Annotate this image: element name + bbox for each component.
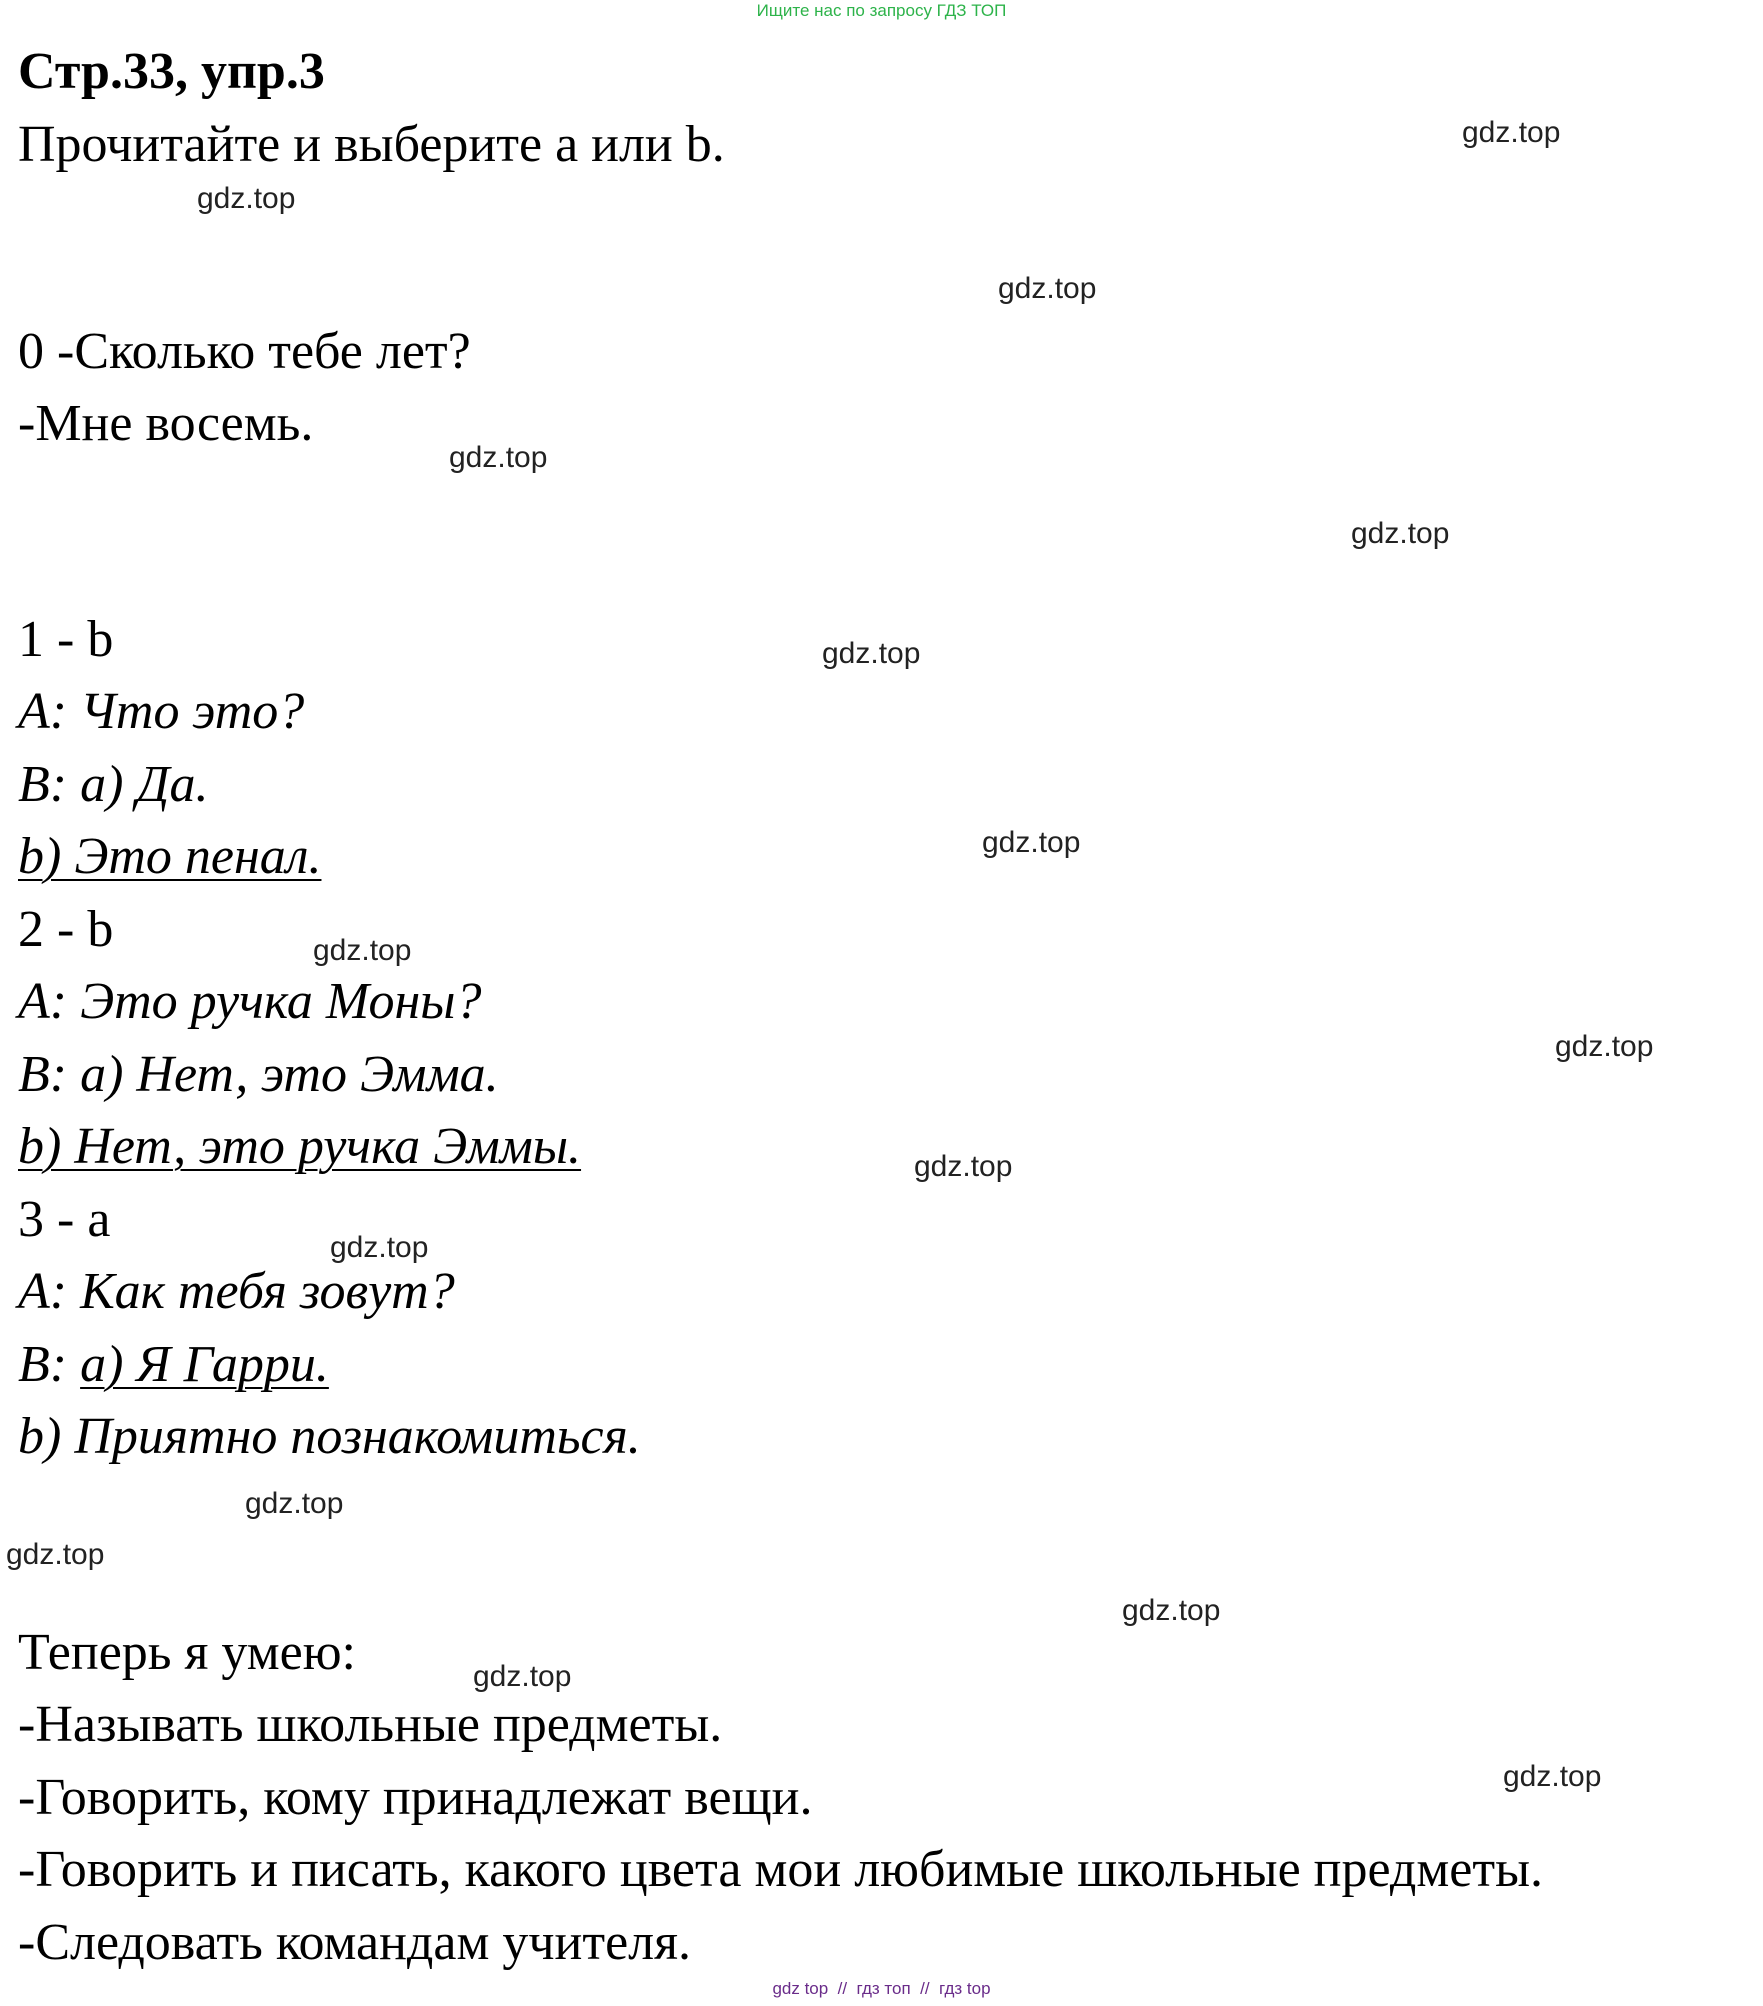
watermark: gdz.top bbox=[914, 1150, 1013, 1183]
watermark: gdz.top bbox=[822, 637, 921, 670]
can-do-line-2: -Говорить, кому принадлежат вещи. bbox=[18, 1769, 813, 1826]
item-1-question: A: Что это? bbox=[18, 683, 305, 740]
item-2-question: A: Это ручка Моны? bbox=[18, 973, 482, 1030]
can-do-line-1: -Называть школьные предметы. bbox=[18, 1696, 723, 1753]
watermark: gdz.top bbox=[330, 1231, 429, 1264]
watermark: gdz.top bbox=[998, 272, 1097, 305]
can-do-heading: Теперь я умею: bbox=[18, 1624, 356, 1681]
page-title: Стр.33, упр.3 bbox=[18, 43, 325, 100]
watermark: gdz.top bbox=[449, 441, 548, 474]
can-do-line-4: -Следовать командам учителя. bbox=[18, 1914, 692, 1971]
item-2-number: 2 - b bbox=[18, 901, 114, 958]
bottom-banner: gdz top // гдз топ // гдз top bbox=[772, 1979, 991, 1998]
watermark: gdz.top bbox=[245, 1487, 344, 1520]
item-3-number: 3 - a bbox=[18, 1191, 111, 1248]
watermark: gdz.top bbox=[1555, 1030, 1654, 1063]
instruction: Прочитайте и выберите a или b. bbox=[18, 116, 725, 173]
item-3-option-a-correct: a) Я Гарри. bbox=[80, 1336, 329, 1393]
example-answer: -Мне восемь. bbox=[18, 395, 314, 452]
watermark: gdz.top bbox=[982, 826, 1081, 859]
item-3-option-b: b) Приятно познакомиться. bbox=[18, 1408, 641, 1465]
item-2-option-b-correct: b) Нет, это ручка Эммы. bbox=[18, 1118, 582, 1175]
top-banner: Ищите нас по запросу ГДЗ ТОП bbox=[756, 1, 1007, 20]
item-3-question: A: Как тебя зовут? bbox=[18, 1263, 455, 1320]
item-3-answer-line bbox=[18, 1335, 329, 1395]
item-1-option-b-correct: b) Это пенал. bbox=[18, 828, 322, 885]
watermark: gdz.top bbox=[6, 1538, 105, 1571]
watermark: gdz.top bbox=[1462, 116, 1561, 149]
watermark: gdz.top bbox=[313, 934, 412, 967]
item-1-option-a: B: a) Да. bbox=[18, 756, 209, 813]
item-2-option-a: B: a) Нет, это Эмма. bbox=[18, 1046, 499, 1103]
can-do-line-3: -Говорить и писать, какого цвета мои любимые школьные предметы. bbox=[18, 1841, 1544, 1898]
watermark: gdz.top bbox=[1503, 1760, 1602, 1793]
watermark: gdz.top bbox=[1122, 1594, 1221, 1627]
watermark: gdz.top bbox=[197, 182, 296, 215]
example-question: 0 -Сколько тебе лет? bbox=[18, 323, 471, 380]
item-1-number: 1 - b bbox=[18, 611, 114, 668]
watermark: gdz.top bbox=[1351, 517, 1450, 550]
watermark: gdz.top bbox=[473, 1660, 572, 1693]
item-3-b-label: B: bbox=[18, 1336, 81, 1393]
